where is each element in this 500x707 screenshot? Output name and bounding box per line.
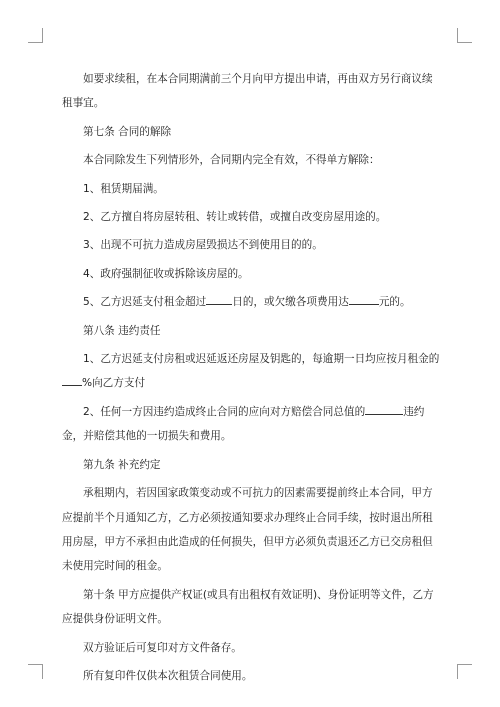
- breach-item-1: [62, 347, 440, 396]
- renewal-paragraph: 如要求续租，在本合同期满前三个月向甲方提出申请，再由双方另行商议续租事宜。: [62, 73, 433, 110]
- termination-item-4: 4、政府强制征收或拆除该房屋的。: [83, 267, 249, 280]
- clause-text: 元的。: [378, 296, 411, 309]
- clause-text: %向乙方支付: [82, 377, 146, 390]
- termination-item-2: 2、乙方擅自将房屋转租、转让或转借，或擅自改变房屋用途的。: [83, 211, 387, 224]
- clause-text: 5、乙方迟延支付租金超过: [83, 296, 207, 309]
- article-10-paragraph: 第十条 甲方应提供产权证(或具有出租权有效证明)、身份证明等文件，乙方应提供身份证明文件。: [62, 588, 434, 626]
- termination-intro: 本合同除发生下列情形外，合同期内完全有效，不得单方解除：: [83, 154, 380, 167]
- document-body: [62, 67, 440, 688]
- verification-paragraph: 双方验证后可复印对方文件备存。: [83, 641, 242, 654]
- clause-text: 日的，或欠缴各项费用达: [232, 296, 349, 309]
- copies-paragraph: 所有复印件仅供本次租赁合同使用。: [83, 669, 253, 682]
- termination-item-1: 1、租赁期届满。: [83, 182, 164, 195]
- fill-blank-penalty: [365, 400, 403, 415]
- termination-item-3: 3、出现不可抗力造成房屋毁损达不到使用目的的。: [83, 239, 323, 252]
- clause-text: 2、任何一方因违约造成终止合同的应向对方赔偿合同总值的: [83, 405, 366, 418]
- clause-text: 并赔偿其他的一切损失和费用。: [83, 430, 232, 443]
- breach-item-2: [62, 400, 440, 449]
- fill-blank-days: [206, 290, 232, 305]
- supplementary-paragraph: 承租期内，若因国家政策变动或不可抗力的因素需要提前终止本合同，甲方应提前半个月通知乙方，乙方必须按通知要求办理终止合同手续，按时退出所租用房屋，甲方不承担由此造成的任何损失，但甲方必须负责退还乙方已交房租但未使用完时间的租金。: [62, 487, 433, 573]
- crop-mark-top-left: [28, 28, 43, 43]
- crop-mark-bottom-right: [457, 664, 472, 679]
- article-7-heading: 第七条 合同的解除: [83, 125, 172, 138]
- fill-blank-percent: [62, 371, 82, 386]
- fill-blank-amount: [349, 290, 379, 305]
- crop-mark-top-right: [457, 28, 472, 43]
- clause-text: 1、乙方迟延支付房租或迟延返还房屋及钥匙的，每逾期一日均应按月租金的: [83, 353, 440, 366]
- article-9-heading: 第九条 补充约定: [83, 458, 161, 471]
- clause-text: 违约金，: [62, 405, 425, 443]
- article-8-heading: 第八条 违约责任: [83, 324, 161, 337]
- termination-item-5: [62, 290, 440, 314]
- crop-mark-bottom-left: [28, 664, 43, 679]
